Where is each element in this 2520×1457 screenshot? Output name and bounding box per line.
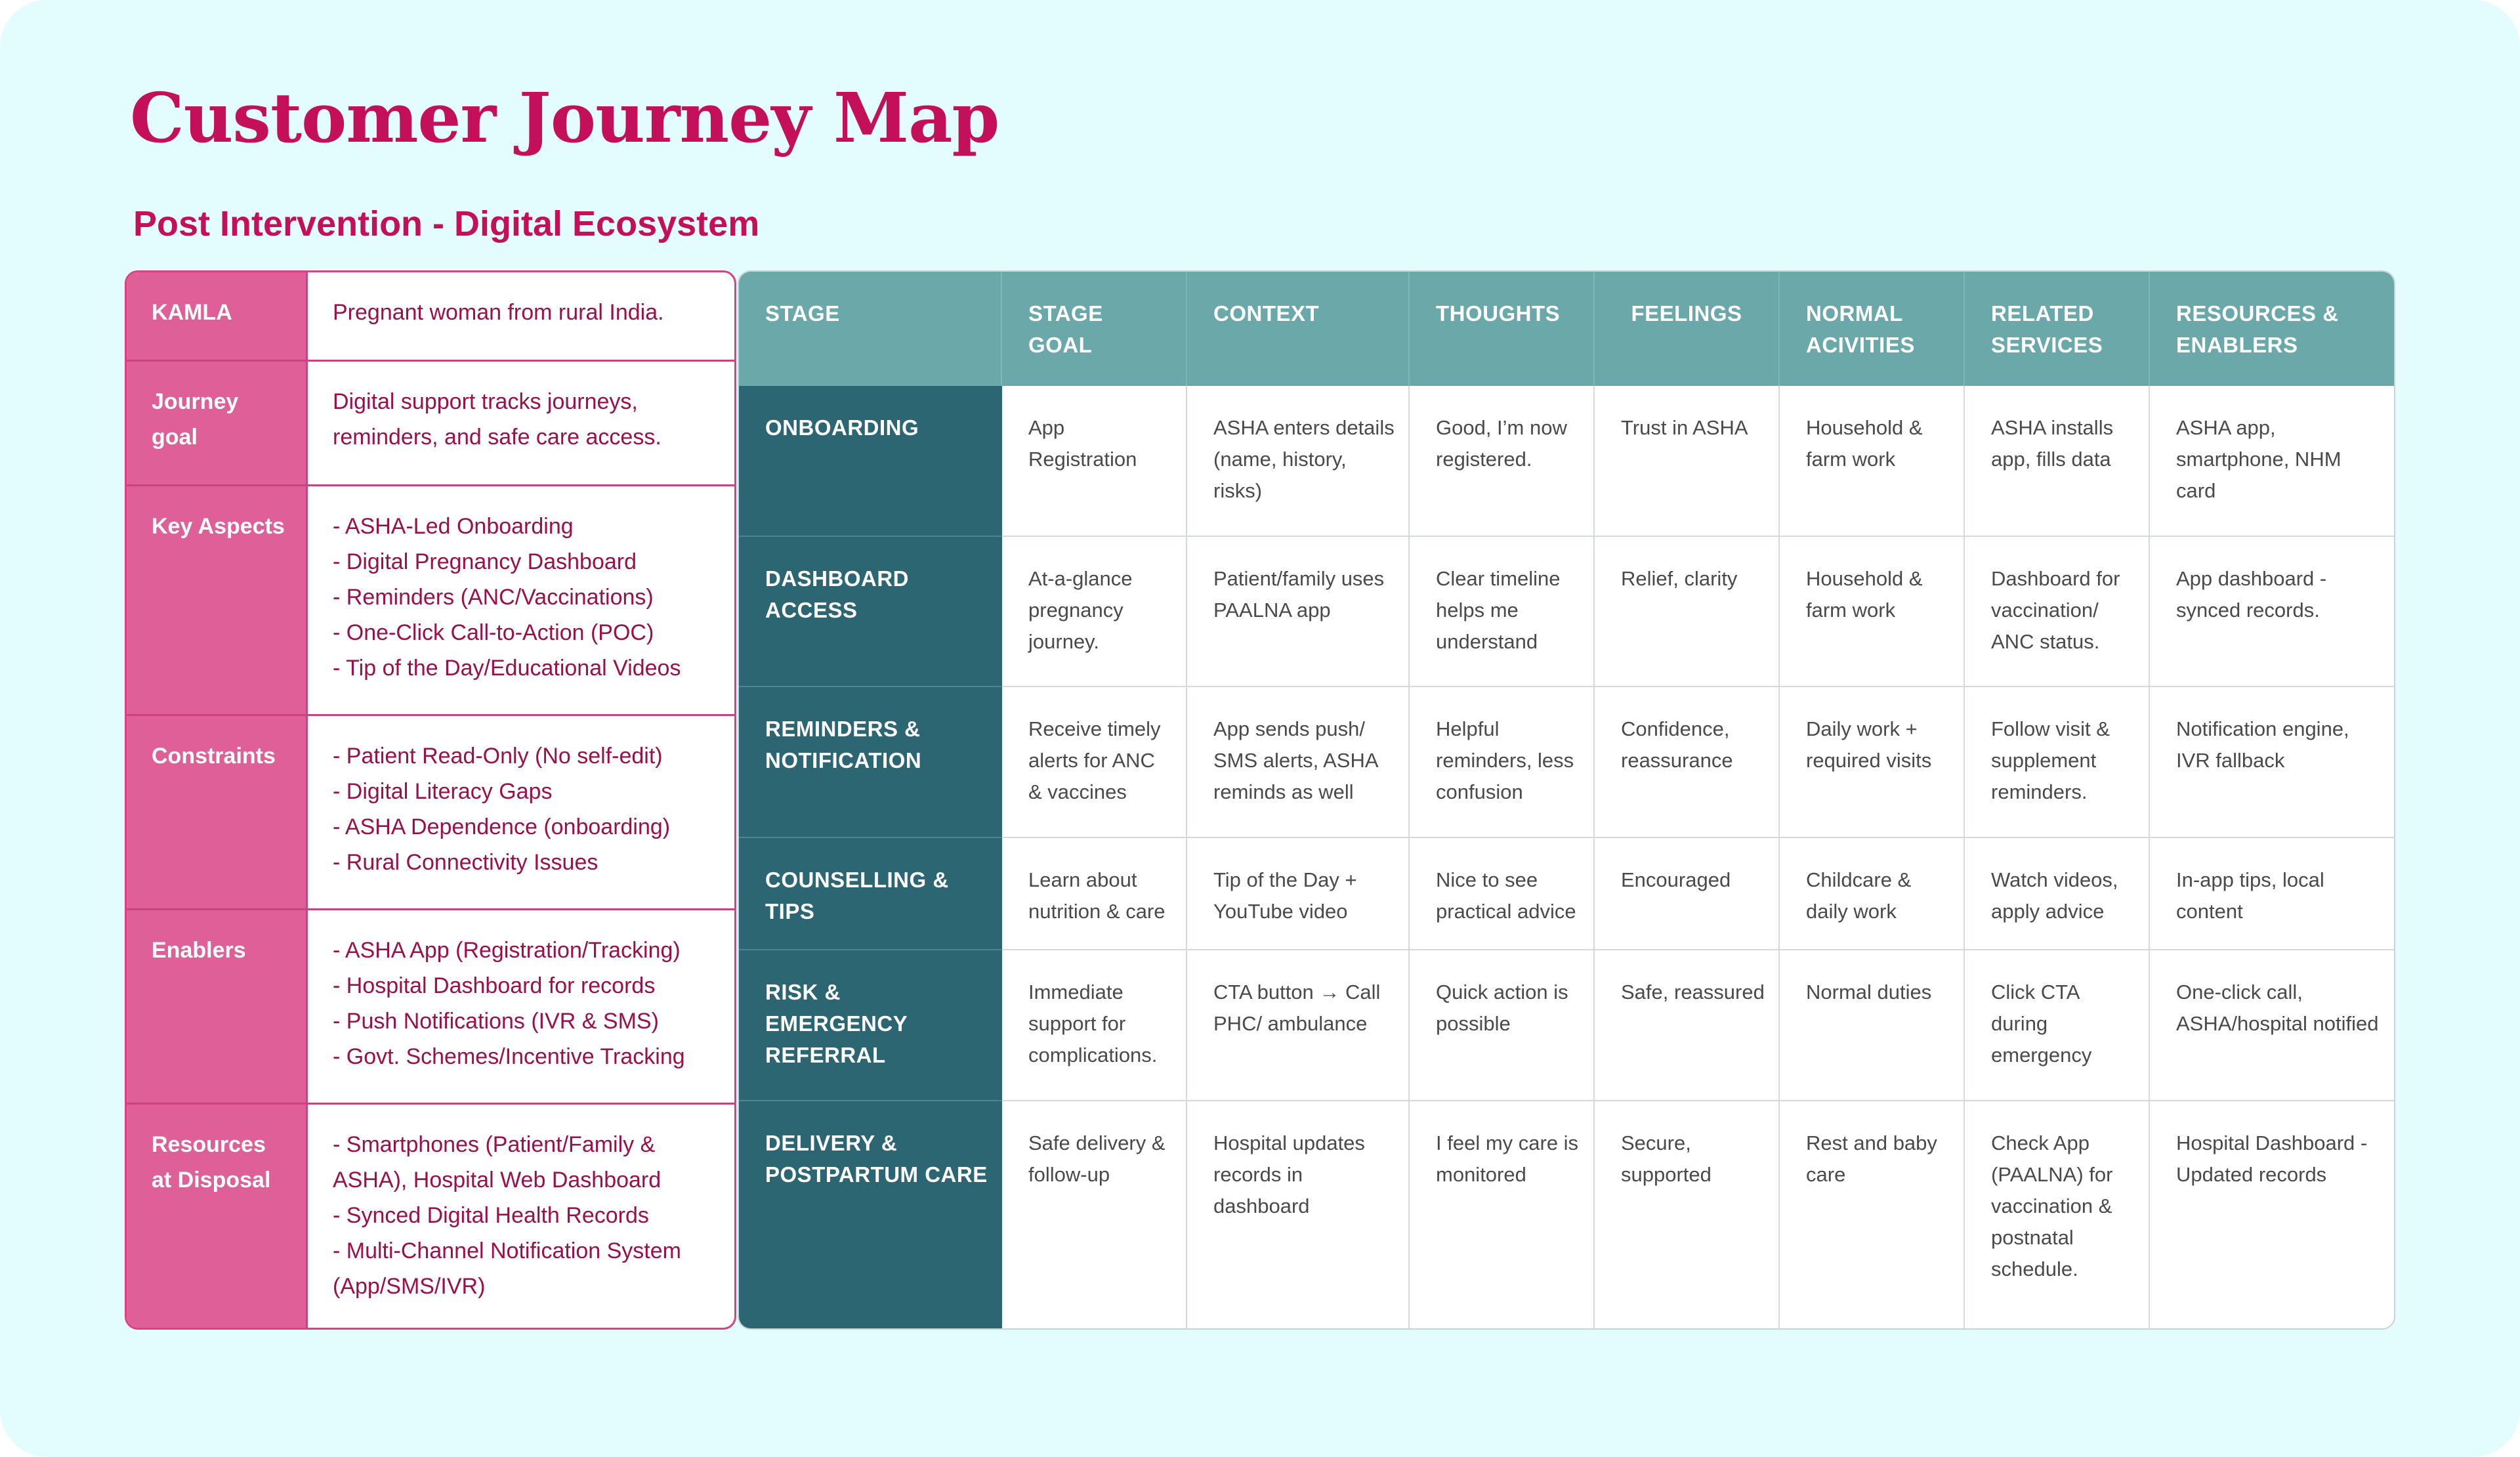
column-header: CONTEXT bbox=[1186, 272, 1409, 386]
table-cell: ASHA enters details (name, history, risks) bbox=[1186, 386, 1409, 536]
persona-value-line: - Rural Connectivity Issues bbox=[333, 850, 598, 875]
table-row bbox=[739, 536, 2394, 687]
table-row bbox=[739, 1101, 2394, 1328]
persona-table bbox=[125, 270, 736, 1330]
persona-value-line: - Synced Digital Health Records bbox=[333, 1203, 649, 1228]
table-cell: Childcare & daily work bbox=[1779, 837, 1964, 950]
column-header: RELATED SERVICES bbox=[1964, 272, 2149, 386]
persona-label: Enablers bbox=[127, 910, 308, 1105]
column-header: STAGE GOAL bbox=[1001, 272, 1186, 386]
table-cell: Rest and baby care bbox=[1779, 1101, 1964, 1328]
persona-value-line: - Patient Read-Only (No self-edit) bbox=[333, 744, 663, 769]
table-cell: App dashboard - synced records. bbox=[2149, 536, 2394, 687]
table-cell: Nice to see practical advice bbox=[1409, 837, 1594, 950]
journey-header-row bbox=[739, 272, 2394, 386]
persona-value bbox=[308, 362, 734, 486]
table-cell: I feel my care is monitored bbox=[1409, 1101, 1594, 1328]
table-cell: Follow visit & supplement reminders. bbox=[1964, 686, 2149, 837]
persona-value-line: - Multi-Channel Notification System (App/SMS/IVR) bbox=[333, 1238, 681, 1299]
journey-table bbox=[738, 270, 2395, 1330]
table-cell: Relief, clarity bbox=[1594, 536, 1779, 687]
column-header: RESOURCES & ENABLERS bbox=[2149, 272, 2394, 386]
persona-value-line: - Digital Pregnancy Dashboard bbox=[333, 549, 637, 574]
persona-value bbox=[308, 272, 734, 362]
table-cell: Secure, supported bbox=[1594, 1101, 1779, 1328]
table-cell: Good, I’m now registered. bbox=[1409, 386, 1594, 536]
table-cell: At-a-glance pregnancy journey. bbox=[1001, 536, 1186, 687]
table-cell: Receive timely alerts for ANC & vaccines bbox=[1001, 686, 1186, 837]
persona-value bbox=[308, 716, 734, 910]
persona-value-line: - ASHA-Led Onboarding bbox=[333, 514, 574, 539]
table-cell: Safe, reassured bbox=[1594, 950, 1779, 1101]
stage-cell: ONBOARDING bbox=[739, 386, 1001, 536]
table-cell: Hospital updates records in dashboard bbox=[1186, 1101, 1409, 1328]
column-header: STAGE bbox=[739, 272, 1001, 386]
persona-value-line: - Govt. Schemes/Incentive Tracking bbox=[333, 1044, 685, 1069]
table-cell: Normal duties bbox=[1779, 950, 1964, 1101]
table-cell: App Registration bbox=[1001, 386, 1186, 536]
page-subtitle: Post Intervention - Digital Ecosystem bbox=[133, 204, 760, 243]
persona-value-line: Pregnant woman from rural India. bbox=[333, 300, 664, 325]
table-cell: Notification engine, IVR fallback bbox=[2149, 686, 2394, 837]
table-cell: Check App (PAALNA) for vaccination & postnatal schedule. bbox=[1964, 1101, 2149, 1328]
table-cell: Patient/family uses PAALNA app bbox=[1186, 536, 1409, 687]
persona-value-line: Digital support tracks journeys, reminders, and safe care access. bbox=[333, 389, 662, 450]
table-cell: Learn about nutrition & care bbox=[1001, 837, 1186, 950]
table-cell: Confidence, reassurance bbox=[1594, 686, 1779, 837]
table-cell: Safe delivery & follow-up bbox=[1001, 1101, 1186, 1328]
table-row bbox=[739, 686, 2394, 837]
persona-value-line: - Push Notifications (IVR & SMS) bbox=[333, 1009, 659, 1034]
table-cell: ASHA installs app, fills data bbox=[1964, 386, 2149, 536]
persona-value-line: - ASHA Dependence (onboarding) bbox=[333, 814, 671, 839]
column-header: THOUGHTS bbox=[1409, 272, 1594, 386]
persona-value bbox=[308, 1105, 734, 1328]
persona-label: Resources at Disposal bbox=[127, 1105, 308, 1328]
persona-label: Constraints bbox=[127, 716, 308, 910]
table-row bbox=[739, 950, 2394, 1101]
table-cell: Household & farm work bbox=[1779, 386, 1964, 536]
table-row bbox=[739, 386, 2394, 536]
table-cell: App sends push/ SMS alerts, ASHA reminds as well bbox=[1186, 686, 1409, 837]
table-cell: Daily work + required visits bbox=[1779, 686, 1964, 837]
table-cell: Quick action is possible bbox=[1409, 950, 1594, 1101]
table-cell: Immediate support for complications. bbox=[1001, 950, 1186, 1101]
persona-value-line: - Tip of the Day/Educational Videos bbox=[333, 656, 681, 681]
persona-value bbox=[308, 486, 734, 716]
table-cell: One-click call, ASHA/hospital notified bbox=[2149, 950, 2394, 1101]
table-cell: ASHA app, smartphone, NHM card bbox=[2149, 386, 2394, 536]
stage-cell: DASHBOARD ACCESS bbox=[739, 536, 1001, 687]
persona-value-line: - Hospital Dashboard for records bbox=[333, 973, 656, 998]
table-cell: In-app tips, local content bbox=[2149, 837, 2394, 950]
persona-value-line: - Reminders (ANC/Vaccinations) bbox=[333, 585, 654, 610]
persona-value-line: - One-Click Call-to-Action (POC) bbox=[333, 620, 654, 645]
stage-cell: REMINDERS & NOTIFICATION bbox=[739, 686, 1001, 837]
table-cell: Clear timeline helps me understand bbox=[1409, 536, 1594, 687]
persona-label: KAMLA bbox=[127, 272, 308, 362]
stage-cell: COUNSELLING & TIPS bbox=[739, 837, 1001, 950]
persona-value-line: - Smartphones (Patient/Family & ASHA), Hospital Web Dashboard bbox=[333, 1132, 662, 1193]
column-header: FEELINGS bbox=[1594, 272, 1779, 386]
persona-value-line: - ASHA App (Registration/Tracking) bbox=[333, 938, 681, 963]
table-cell: Click CTA during emergency bbox=[1964, 950, 2149, 1101]
persona-label: Journey goal bbox=[127, 362, 308, 486]
table-cell: CTA button → Call PHC/ ambulance bbox=[1186, 950, 1409, 1101]
table-cell: Helpful reminders, less confusion bbox=[1409, 686, 1594, 837]
persona-value-line: - Digital Literacy Gaps bbox=[333, 779, 553, 804]
table-cell: Encouraged bbox=[1594, 837, 1779, 950]
persona-value bbox=[308, 910, 734, 1105]
persona-label: Key Aspects bbox=[127, 486, 308, 716]
table-cell: Watch videos, apply advice bbox=[1964, 837, 2149, 950]
table-cell: Household & farm work bbox=[1779, 536, 1964, 687]
stage-cell: DELIVERY & POSTPARTUM CARE bbox=[739, 1101, 1001, 1328]
page-title: Customer Journey Map bbox=[130, 77, 999, 158]
table-cell: Dashboard for vaccination/ ANC status. bbox=[1964, 536, 2149, 687]
column-header: NORMAL ACIVITIES bbox=[1779, 272, 1964, 386]
stage-cell: RISK & EMERGENCY REFERRAL bbox=[739, 950, 1001, 1101]
table-cell: Hospital Dashboard - Updated records bbox=[2176, 1131, 2368, 1186]
table-row bbox=[739, 837, 2394, 950]
table-cell: Trust in ASHA bbox=[1594, 386, 1779, 536]
table-cell: Tip of the Day + YouTube video bbox=[1186, 837, 1409, 950]
